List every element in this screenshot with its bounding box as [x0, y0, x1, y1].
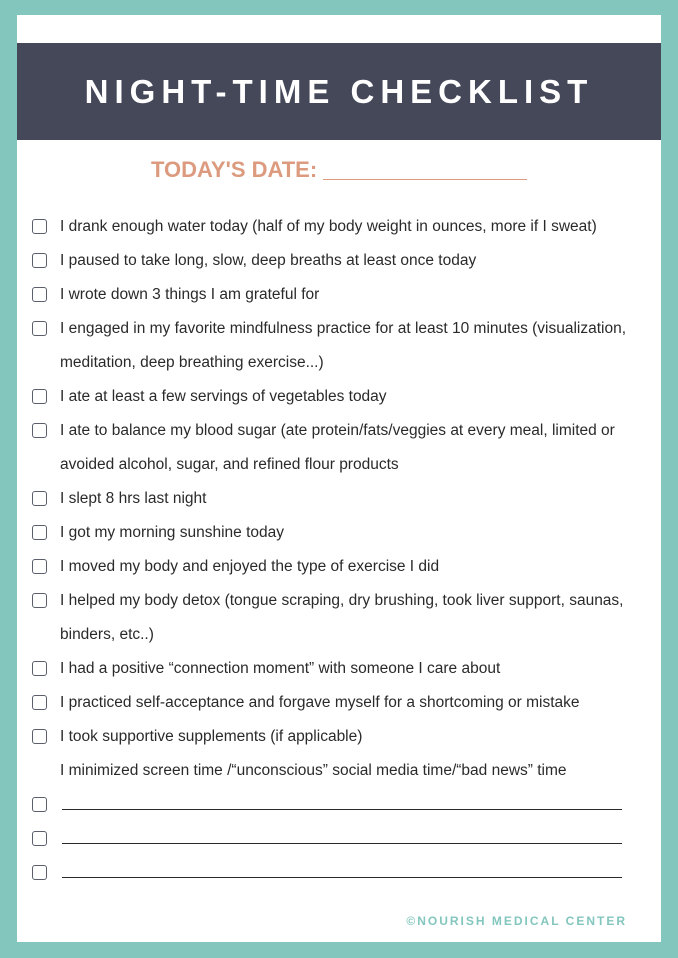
list-item-text: I engaged in my favorite mindfulness practice for at least 10 minutes (visualization, meditation, deep breathing exercise...)	[60, 320, 627, 371]
checkbox[interactable]	[32, 491, 47, 506]
checkbox[interactable]	[32, 831, 47, 846]
checkbox[interactable]	[32, 253, 47, 268]
checkbox[interactable]	[32, 729, 47, 744]
page-title: NIGHT-TIME CHECKLIST	[84, 72, 594, 110]
blank-entry-line[interactable]	[62, 809, 622, 810]
blank-entry-line[interactable]	[62, 843, 622, 844]
list-item-text: I ate to balance my blood sugar (ate protein/fats/veggies at every meal, limited or avoided alcohol, sugar, and refined flour products	[60, 422, 615, 473]
list-item-text: I had a positive “connection moment” with someone I care about	[60, 660, 501, 677]
blank-entry-line[interactable]	[62, 877, 622, 878]
list-item-text: I practiced self-acceptance and forgave myself for a shortcoming or mistake	[60, 694, 580, 711]
checkbox[interactable]	[32, 321, 47, 336]
date-label: TODAY'S DATE:	[151, 157, 318, 182]
header-banner	[17, 43, 661, 140]
list-item-text: I took supportive supplements (if applicable)	[60, 728, 363, 745]
list-item-text: I drank enough water today (half of my body weight in ounces, more if I sweat)	[60, 218, 597, 235]
checkbox[interactable]	[32, 661, 47, 676]
list-item-text: I paused to take long, slow, deep breaths at least once today	[60, 252, 477, 269]
checkbox[interactable]	[32, 423, 47, 438]
list-item-text: I wrote down 3 things I am grateful for	[60, 286, 320, 303]
checkbox[interactable]	[32, 287, 47, 302]
list-item-text: I helped my body detox (tongue scraping, dry brushing, took liver support, saunas, binders, etc..)	[60, 592, 624, 643]
checkbox[interactable]	[32, 593, 47, 608]
date-row	[151, 157, 527, 183]
footer-credit: ©NOURISH MEDICAL CENTER	[406, 914, 627, 928]
checkbox[interactable]	[32, 695, 47, 710]
checkbox[interactable]	[32, 559, 47, 574]
checklist-sheet	[17, 15, 661, 942]
list-item-text: I ate at least a few servings of vegetables today	[60, 388, 387, 405]
date-input-line[interactable]	[323, 179, 527, 180]
checkbox[interactable]	[32, 219, 47, 234]
list-item-text: I minimized screen time /“unconscious” social media time/“bad news” time	[60, 762, 567, 779]
list-item-text: I got my morning sunshine today	[60, 524, 285, 541]
checkbox[interactable]	[32, 865, 47, 880]
checkbox[interactable]	[32, 525, 47, 540]
checkbox[interactable]	[32, 389, 47, 404]
checkbox[interactable]	[32, 797, 47, 812]
list-item-text: I slept 8 hrs last night	[60, 490, 207, 507]
list-item-text: I moved my body and enjoyed the type of exercise I did	[60, 558, 440, 575]
